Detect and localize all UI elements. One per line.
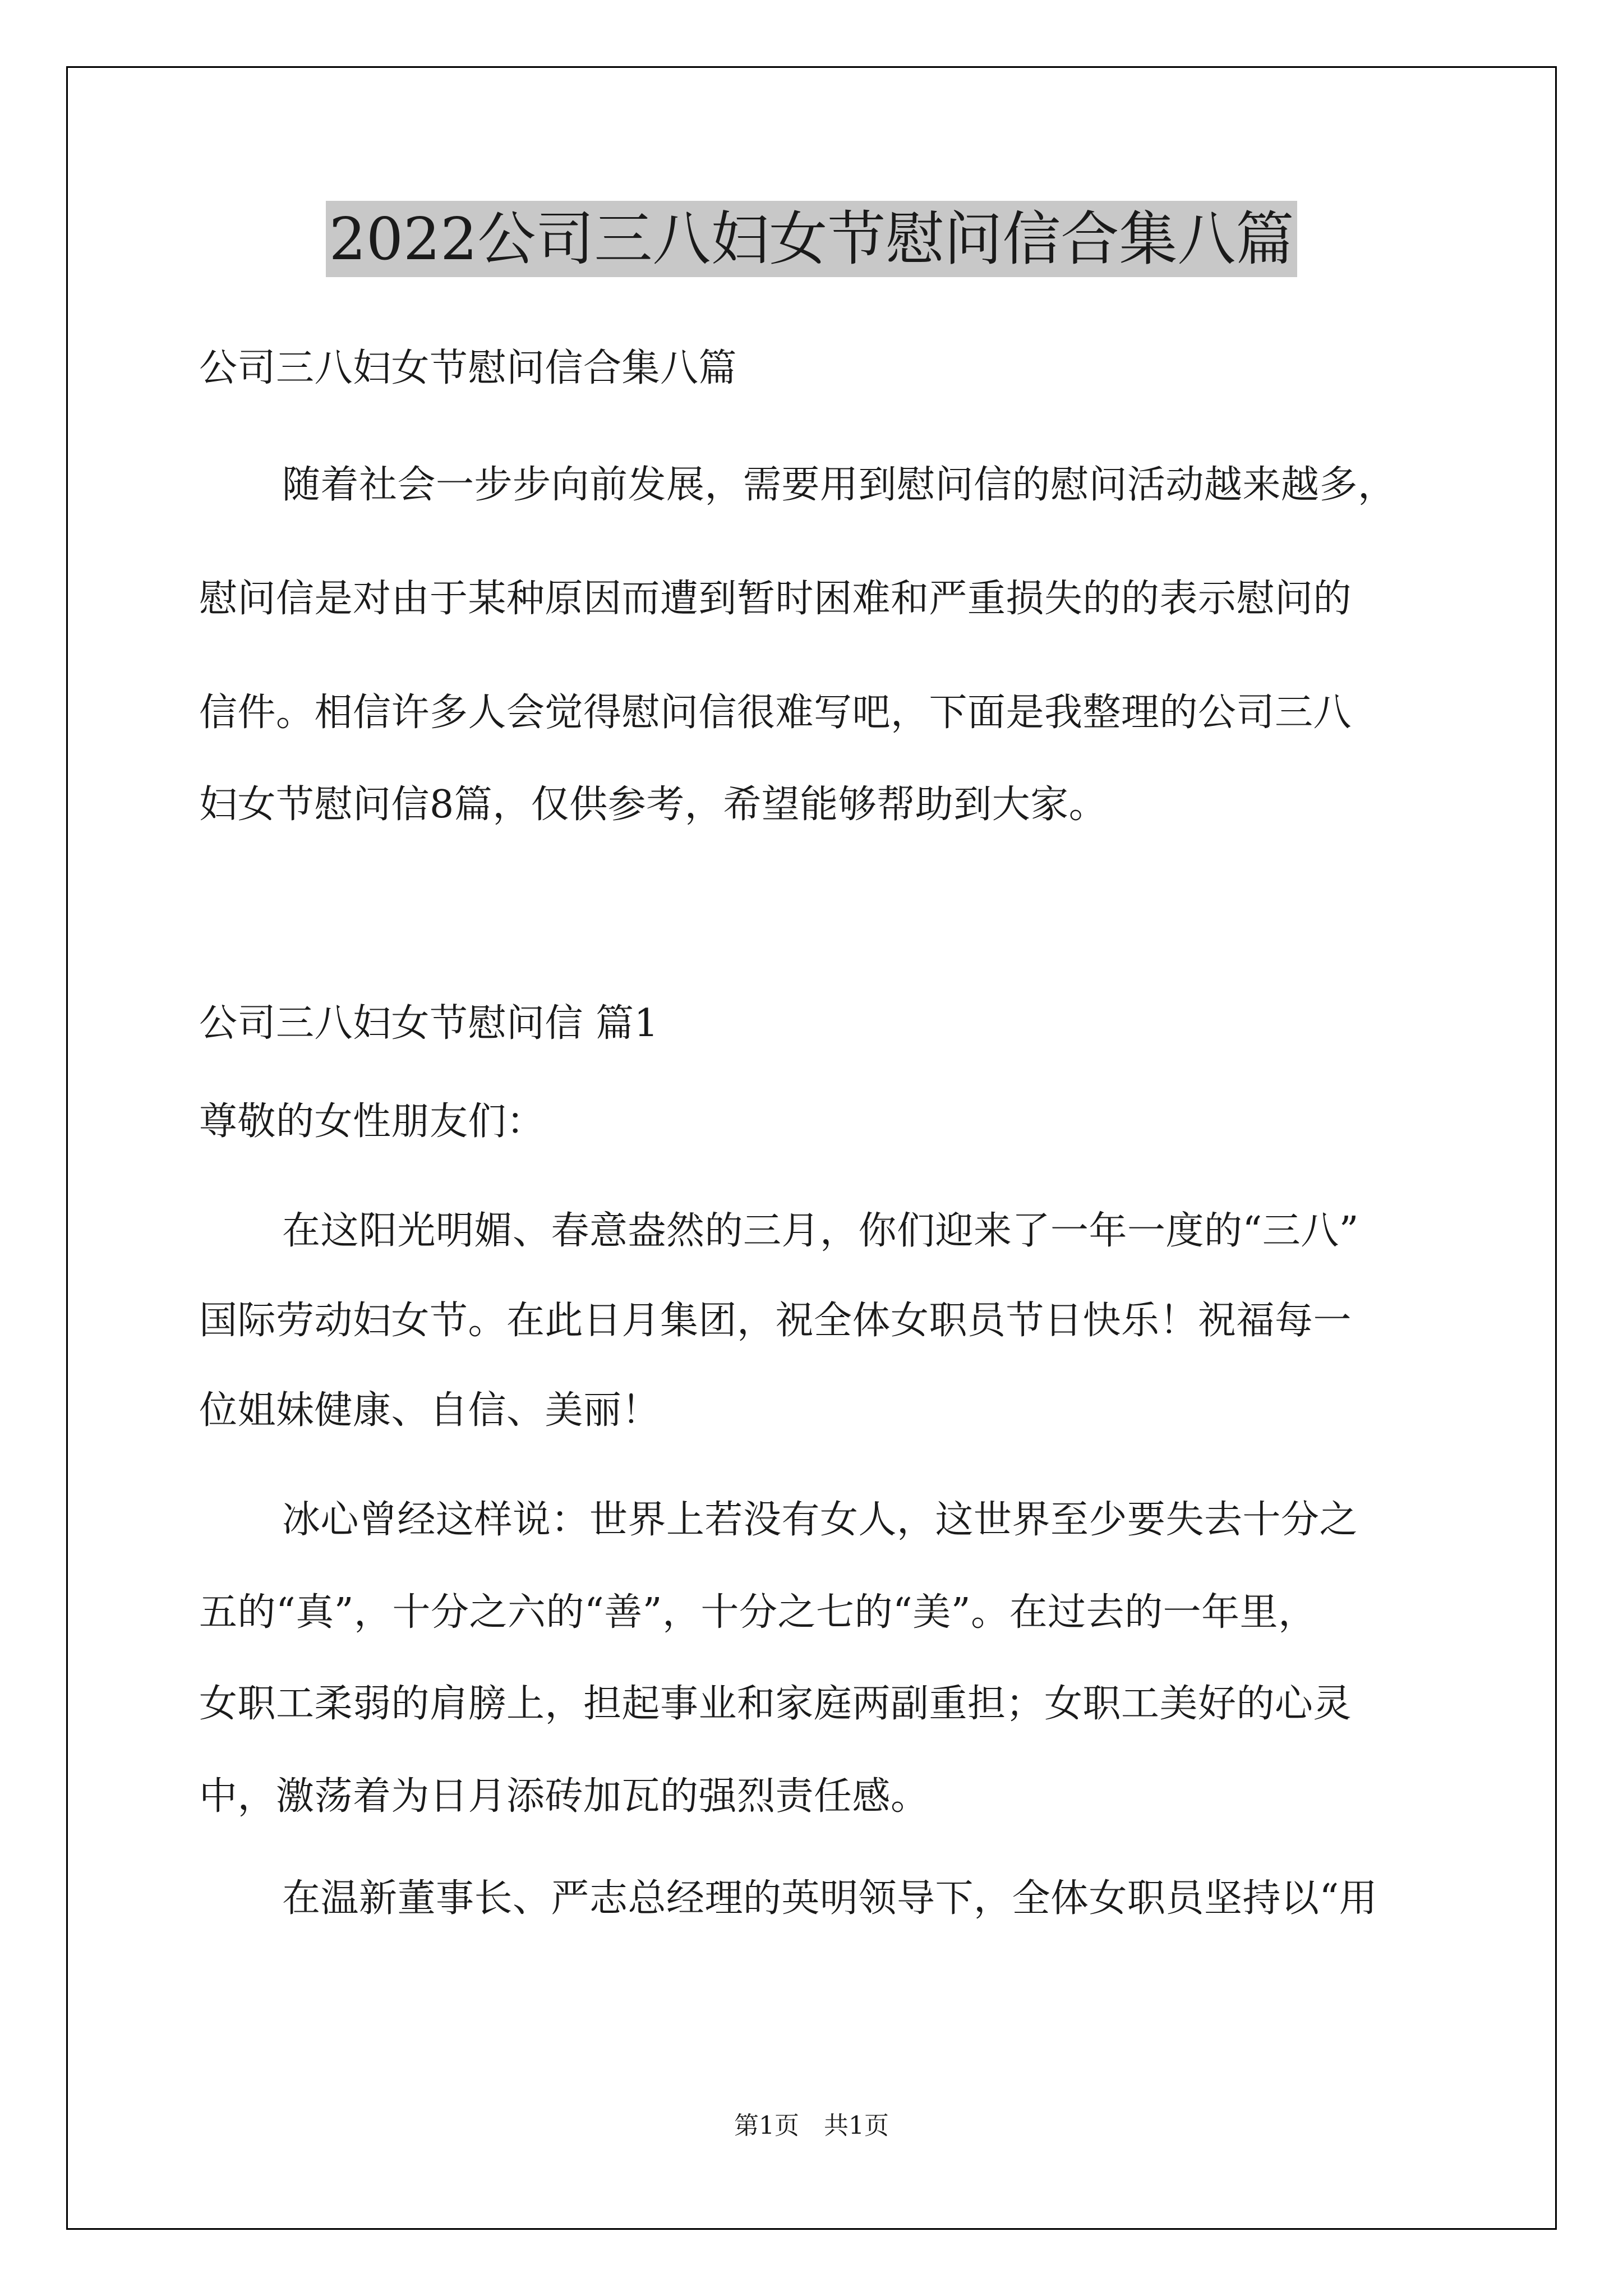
- section-heading: 公司三八妇女节慰问信 篇1: [199, 1001, 659, 1046]
- paragraph-line: 信件。相信许多人会觉得慰问信很难写吧，下面是我整理的公司三八: [199, 691, 1352, 735]
- subtitle-line: 公司三八妇女节慰问信合集八篇: [199, 346, 737, 390]
- title-container: [0, 201, 1623, 277]
- paragraph-line: 女职工柔弱的肩膀上，担起事业和家庭两副重担；女职工美好的心灵: [199, 1682, 1352, 1726]
- paragraph-line: 随着社会一步步向前发展，需要用到慰问信的慰问活动越来越多，: [282, 463, 1396, 507]
- paragraph-line: 在这阳光明媚、春意盎然的三月，你们迎来了一年一度的“三八”: [282, 1209, 1359, 1253]
- paragraph-line: 国际劳动妇女节。在此日月集团，祝全体女职员节日快乐！祝福每一: [199, 1299, 1352, 1343]
- paragraph-line: 慰问信是对由于某种原因而遭到暂时困难和严重损失的的表示慰问的: [199, 577, 1352, 621]
- paragraph-line: 中，激荡着为日月添砖加瓦的强烈责任感。: [199, 1774, 929, 1819]
- paragraph-line: 位姐妹健康、自信、美丽！: [199, 1388, 661, 1433]
- paragraph-line: 五的“真”，十分之六的“善”，十分之七的“美”。在过去的一年里，: [199, 1590, 1317, 1635]
- document-title: 2022公司三八妇女节慰问信合集八篇: [326, 201, 1298, 277]
- paragraph-line: 在温新董事长、严志总经理的英明领导下，全体女职员坚持以“用: [282, 1876, 1378, 1921]
- paragraph-line: 冰心曾经这样说：世界上若没有女人，这世界至少要失去十分之: [282, 1498, 1358, 1542]
- paragraph-line: 妇女节慰问信8篇，仅供参考，希望能够帮助到大家。: [199, 783, 1108, 827]
- page-footer: 第1页 共1页: [734, 2111, 889, 2140]
- salutation: 尊敬的女性朋友们：: [199, 1099, 545, 1144]
